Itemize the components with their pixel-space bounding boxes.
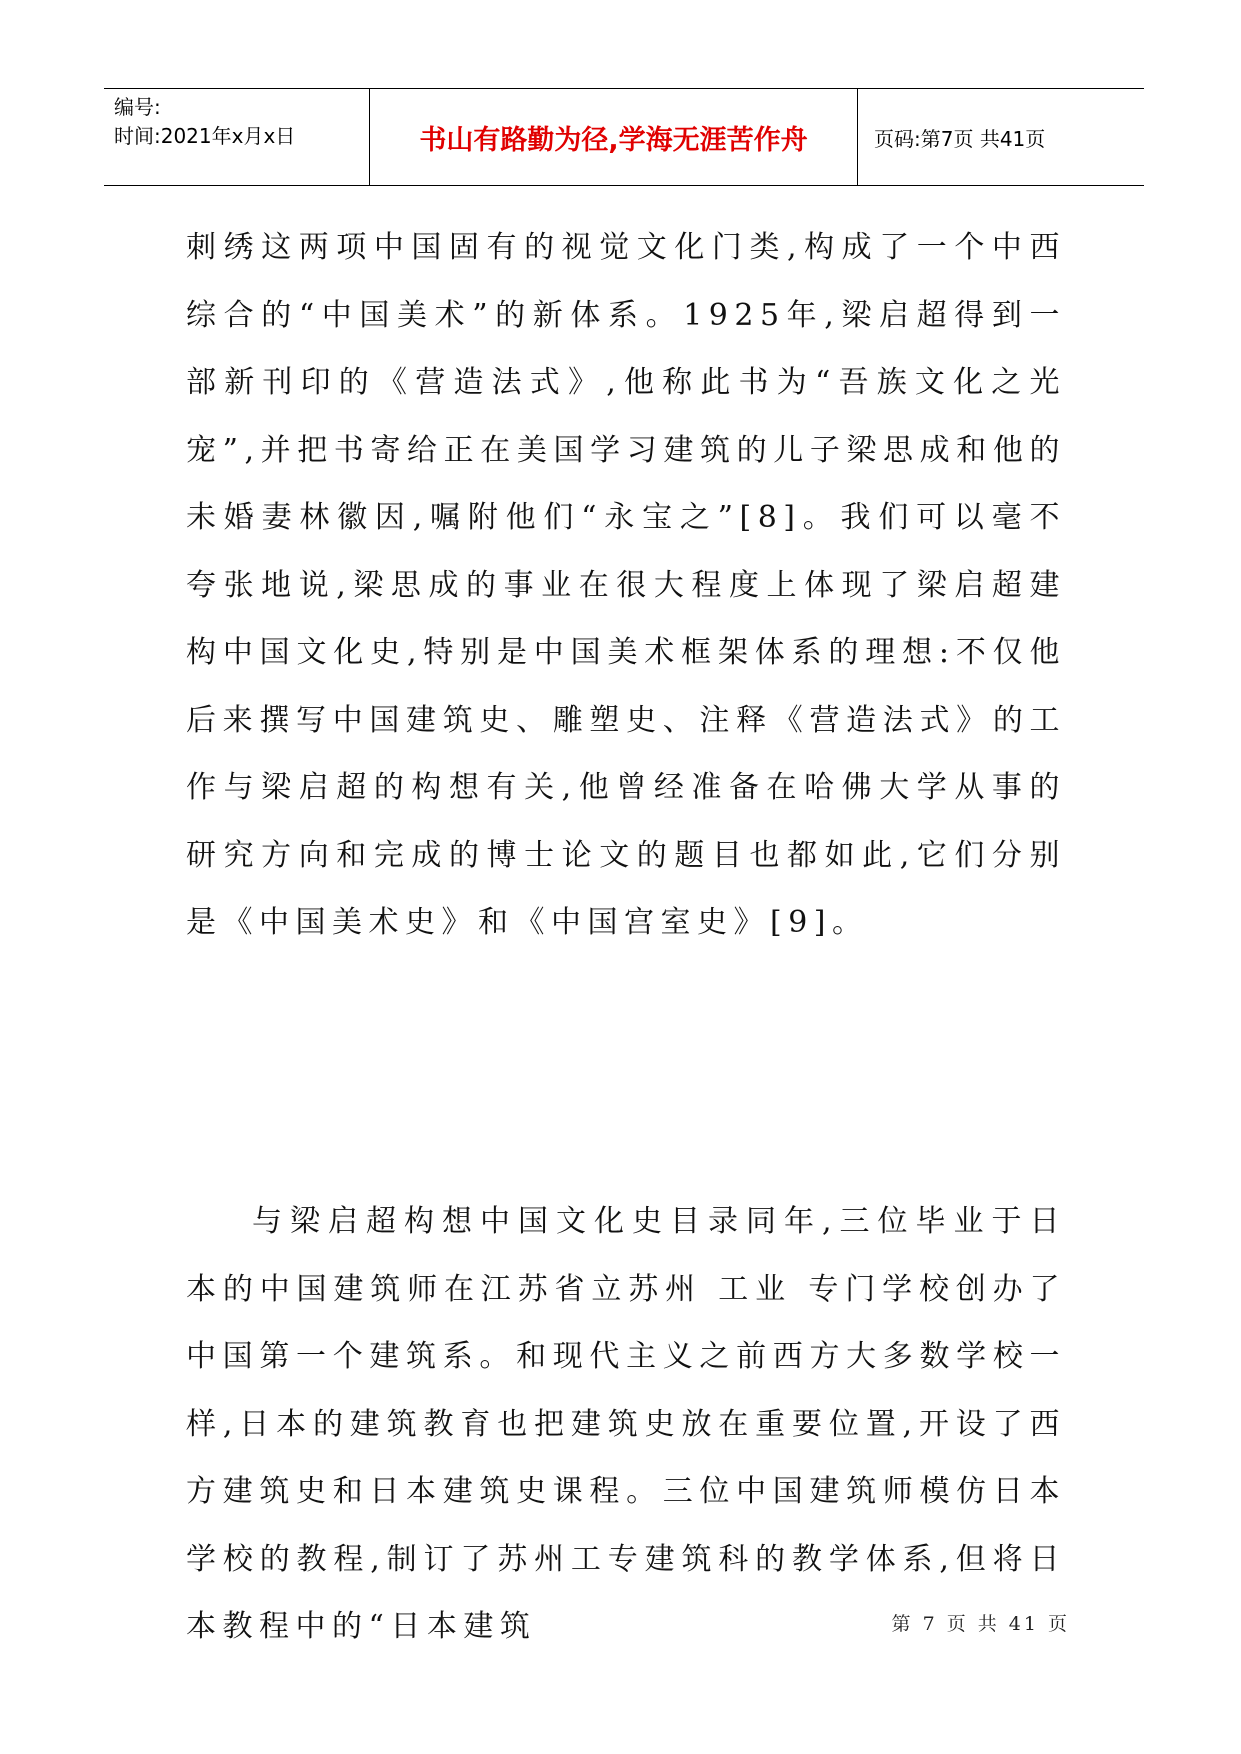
header-divider-right: [857, 89, 858, 185]
page-header: [104, 88, 1144, 186]
header-page-info: 页码:第7页 共41页: [874, 126, 1046, 151]
body-paragraph-1: 刺绣这两项中国固有的视觉文化门类,构成了一个中西综合的“中国美术”的新体系。1925年,梁启超得到一部新刊印的《营造法式》,他称此书为“吾族文化之光宠”,并把书寄给正在美国学习建筑的儿子梁思成和他的未婚妻林徽因,嘱附他们“永宝之”[8]。我们可以毫不夸张地说,梁思成的事业在很大程度上体现了梁启超建构中国文化史,特别是中国美术框架体系的理想:不仅他后来撰写中国建筑史、雕塑史、注释《营造法式》的工作与梁启超的构想有关,他曾经准备在哈佛大学从事的研究方向和完成的博士论文的题目也都如此,它们分别是《中国美术史》和《中国宫室史》[9]。: [186, 230, 1066, 940]
page-footer: 第 7 页 共 41 页: [891, 1613, 1070, 1635]
body-paragraph-2: 与梁启超构想中国文化史目录同年,三位毕业于日本的中国建筑师在江苏省立苏州 工业 专门学校创办了中国第一个建筑系。和现代主义之前西方大多数学校一样,日本的建筑教育也把建筑史放在重要位置,开设了西方建筑史和日本建筑史课程。三位中国建筑师模仿日本学校的教程,制订了苏州工专建筑科的教学体系,但将日本教程中的“日本建筑: [186, 1204, 1066, 1644]
document-number-label: 编号:: [114, 95, 161, 119]
header-meta: [114, 93, 369, 151]
document-time-label: 时间:2021年x月x日: [114, 124, 296, 148]
header-motto: 书山有路勤为径,学海无涯苦作舟: [419, 124, 808, 156]
